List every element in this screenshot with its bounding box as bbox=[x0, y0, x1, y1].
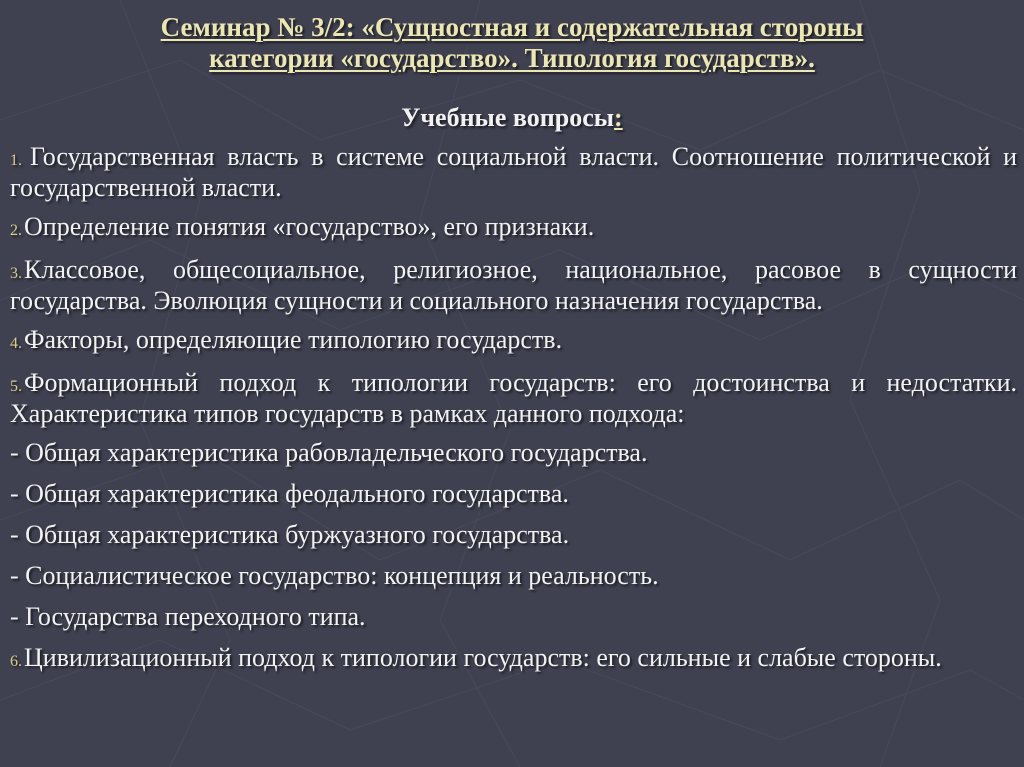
item-text: Формационный подход к типологии государств: его достоинства и недостатки. Характеристика типов государств в рамках данного подхода: bbox=[10, 368, 1017, 428]
item-text: - Общая характеристика феодального государства. bbox=[10, 479, 569, 508]
list-item bbox=[10, 143, 1017, 201]
slide-title-line-1: Семинар № 3/2: «Сущностная и содержательная стороны bbox=[160, 12, 864, 42]
slide-title-line-2: категории «государство». Типология государств». bbox=[209, 43, 815, 73]
item-text: Факторы, определяющие типологию государств. bbox=[24, 325, 563, 354]
slide-title bbox=[40, 12, 984, 74]
item-text: - Социалистическое государство: концепция и реальность. bbox=[10, 561, 659, 590]
item-number: 3. bbox=[10, 265, 22, 282]
item-number: 5. bbox=[10, 378, 22, 395]
list-item bbox=[10, 369, 1017, 427]
list-item bbox=[10, 644, 1017, 675]
list-item bbox=[10, 521, 1017, 548]
section-heading-colon: : bbox=[614, 103, 623, 132]
list-item bbox=[10, 213, 1017, 244]
item-number: 6. bbox=[10, 653, 22, 670]
item-text: Классовое, общесоциальное, религиозное, национальное, расовое в сущности государства. Эволюция сущности и социального назначения государства. bbox=[10, 255, 1017, 315]
list-item bbox=[10, 603, 1017, 630]
list-item bbox=[10, 480, 1017, 507]
item-text: - Государства переходного типа. bbox=[10, 602, 366, 631]
item-text: Государственная власть в системе социальной власти. Соотношение политической и государственной власти. bbox=[10, 142, 1017, 202]
item-text: Цивилизационный подход к типологии государств: его сильные и слабые стороны. bbox=[24, 643, 942, 672]
list-item bbox=[10, 439, 1017, 466]
section-heading-text: Учебные вопросы bbox=[401, 103, 615, 132]
list-item bbox=[10, 256, 1017, 314]
item-text: - Общая характеристика буржуазного государства. bbox=[10, 520, 570, 549]
section-heading bbox=[0, 103, 1024, 133]
list-item bbox=[10, 562, 1017, 589]
item-number: 1. bbox=[10, 152, 22, 169]
questions-list bbox=[10, 143, 1017, 675]
item-text: - Общая характеристика рабовладельческого государства. bbox=[10, 438, 648, 467]
list-item bbox=[10, 326, 1017, 357]
item-text: Определение понятия «государство», его признаки. bbox=[24, 212, 595, 241]
item-number: 4. bbox=[10, 335, 22, 352]
item-number: 2. bbox=[10, 222, 22, 239]
